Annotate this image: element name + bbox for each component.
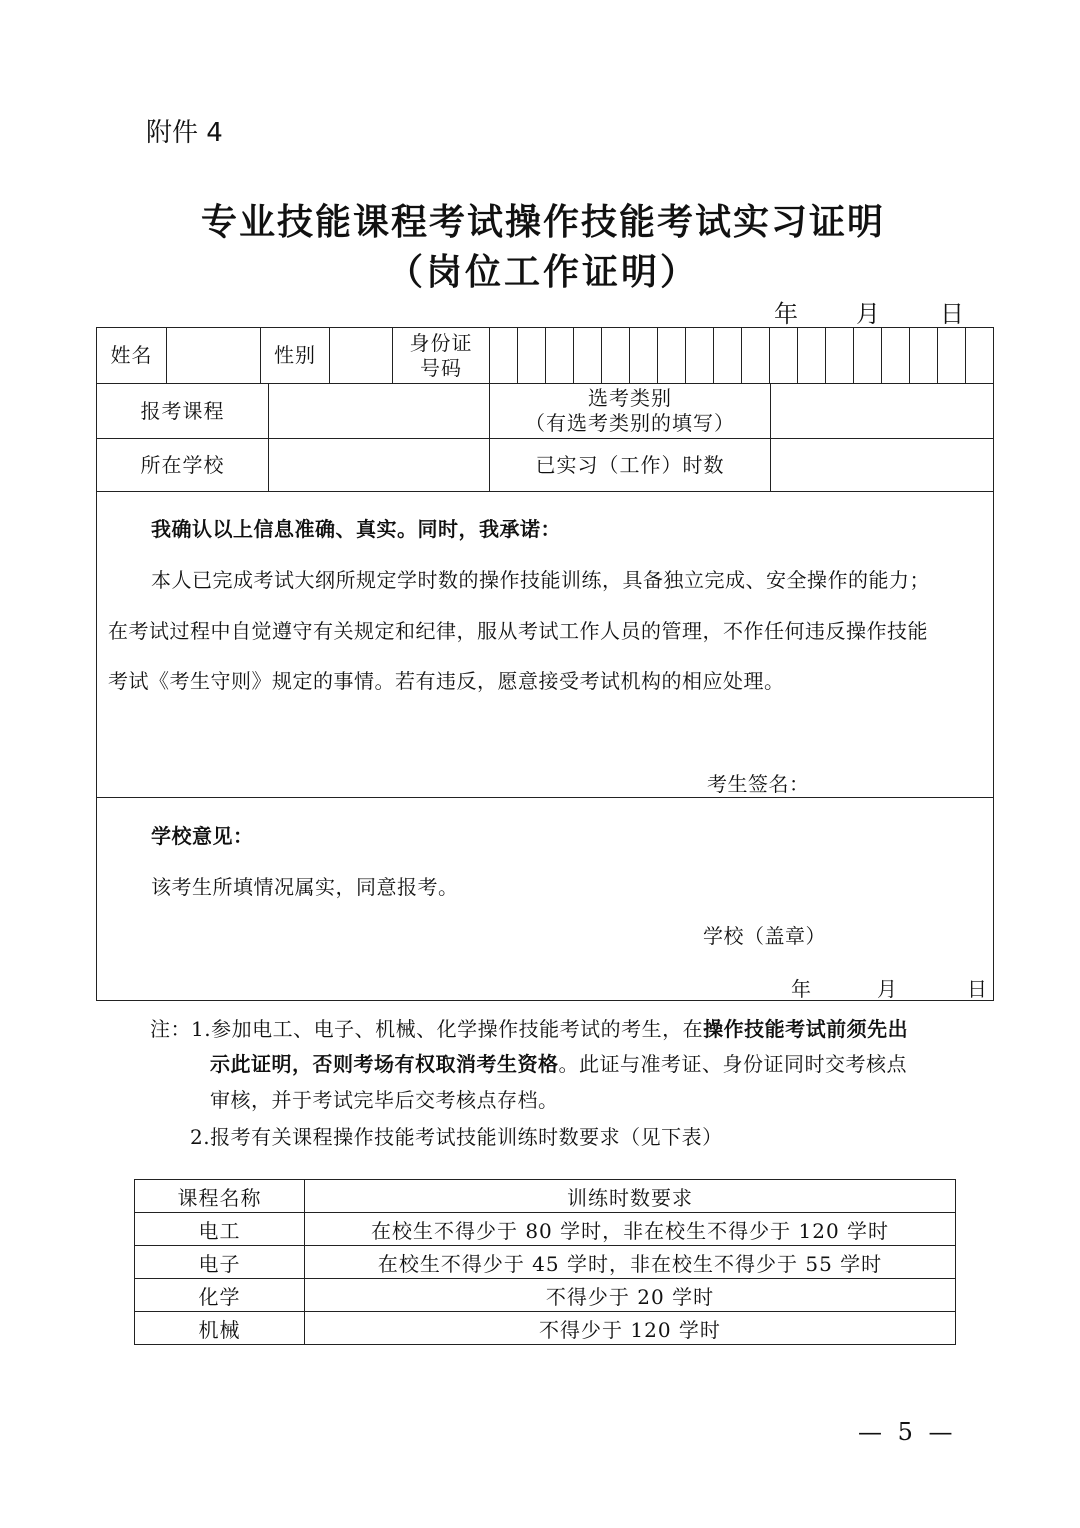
- table-header-row: [135, 1180, 956, 1213]
- note-prefix: 注：: [150, 1017, 191, 1041]
- date-day-label: 日: [940, 300, 964, 328]
- page-number: — 5 —: [858, 1418, 957, 1446]
- page-title: 专业技能课程考试操作技能考试实习证明: [200, 202, 885, 243]
- category-label-line2: （有选考类别的填写）: [525, 411, 735, 435]
- hours-label: 已实习（工作）时数: [535, 452, 725, 477]
- note-2: 2.报考有关课程操作技能考试技能训练时数要求（见下表）: [190, 1125, 723, 1149]
- table-cell-course: 电子: [135, 1246, 305, 1279]
- category-label: [490, 384, 770, 438]
- row-divider: [97, 797, 993, 798]
- table-cell-course: 化学: [135, 1279, 305, 1312]
- id-number-field[interactable]: [490, 328, 993, 383]
- table-header-cell: 课程名称: [135, 1180, 305, 1213]
- certificate-form: [96, 327, 994, 1001]
- school-stamp-label: 学校（盖章）: [703, 924, 826, 948]
- name-label: 姓名: [110, 343, 153, 367]
- table-row: [135, 1246, 956, 1279]
- page-subtitle: （岗位工作证明）: [386, 252, 699, 293]
- date-year-label: 年: [774, 300, 798, 328]
- school-field[interactable]: [269, 439, 489, 491]
- date-month-label: 月: [856, 300, 880, 328]
- opinion-date-year: 年: [791, 977, 812, 1001]
- table-header-cell: 训练时数要求: [305, 1180, 956, 1213]
- table-cell-course: 电工: [135, 1213, 305, 1246]
- course-label: 报考课程: [140, 398, 225, 423]
- opinion-date-day: 日: [967, 977, 988, 1001]
- pledge-text-line1: 本人已完成考试大纲所规定学时数的操作技能训练，具备独立完成、安全操作的能力；: [151, 568, 930, 592]
- gender-label: 性别: [274, 343, 316, 367]
- pledge-text-line3: 考试《考生守则》规定的事情。若有违反，愿意接受考试机构的相应处理。: [108, 669, 785, 693]
- pledge-text-line2: 在考试过程中自觉遵守有关规定和纪律，服从考试工作人员的管理，不作任何违反操作技能: [108, 619, 928, 643]
- school-label: 所在学校: [140, 452, 225, 477]
- note-1-line1: [150, 1013, 908, 1042]
- course-field[interactable]: [269, 384, 489, 438]
- hours-field[interactable]: [771, 439, 993, 491]
- note-1-text-c: 示此证明，否则考场有权取消考生资格: [210, 1052, 559, 1076]
- school-opinion-heading: 学校意见：: [151, 824, 254, 848]
- note-1-line2: [210, 1048, 907, 1077]
- signature-label: 考生签名：: [707, 772, 810, 796]
- note-1-line3: 审核，并于考试完毕后交考核点存档。: [210, 1088, 559, 1112]
- category-field[interactable]: [771, 384, 993, 438]
- table-row: [135, 1213, 956, 1246]
- table-cell-course: 机械: [135, 1312, 305, 1345]
- table-row: [135, 1279, 956, 1312]
- id-number-label: [393, 328, 489, 383]
- gender-field[interactable]: [330, 328, 392, 383]
- note-1-text-a: 1.参加电工、电子、机械、化学操作技能考试的考生，在: [191, 1017, 704, 1041]
- pledge-heading: 我确认以上信息准确、真实。同时，我承诺：: [151, 517, 561, 541]
- school-opinion-text: 该考生所填情况属实，同意报考。: [151, 875, 459, 899]
- opinion-date-month: 月: [877, 977, 898, 1001]
- table-cell-hours: 不得少于 20 学时: [305, 1279, 956, 1312]
- note-1-text-d: 。此证与准考证、身份证同时交考核点: [558, 1052, 907, 1076]
- table-cell-hours: 在校生不得少于 80 学时，非在校生不得少于 120 学时: [305, 1213, 956, 1246]
- attachment-label: 附件 4: [146, 118, 223, 148]
- row-divider: [97, 491, 993, 492]
- note-1-text-b: 操作技能考试前须先出: [703, 1017, 909, 1041]
- name-field[interactable]: [167, 328, 260, 383]
- table-row: [135, 1312, 956, 1345]
- table-cell-hours: 在校生不得少于 45 学时，非在校生不得少于 55 学时: [305, 1246, 956, 1279]
- training-hours-table: [134, 1179, 956, 1345]
- id-label-line2: 号码: [420, 355, 462, 380]
- table-cell-hours: 不得少于 120 学时: [305, 1312, 956, 1345]
- id-label-line1: 身份证: [409, 330, 473, 355]
- category-label-line1: 选考类别: [588, 386, 672, 410]
